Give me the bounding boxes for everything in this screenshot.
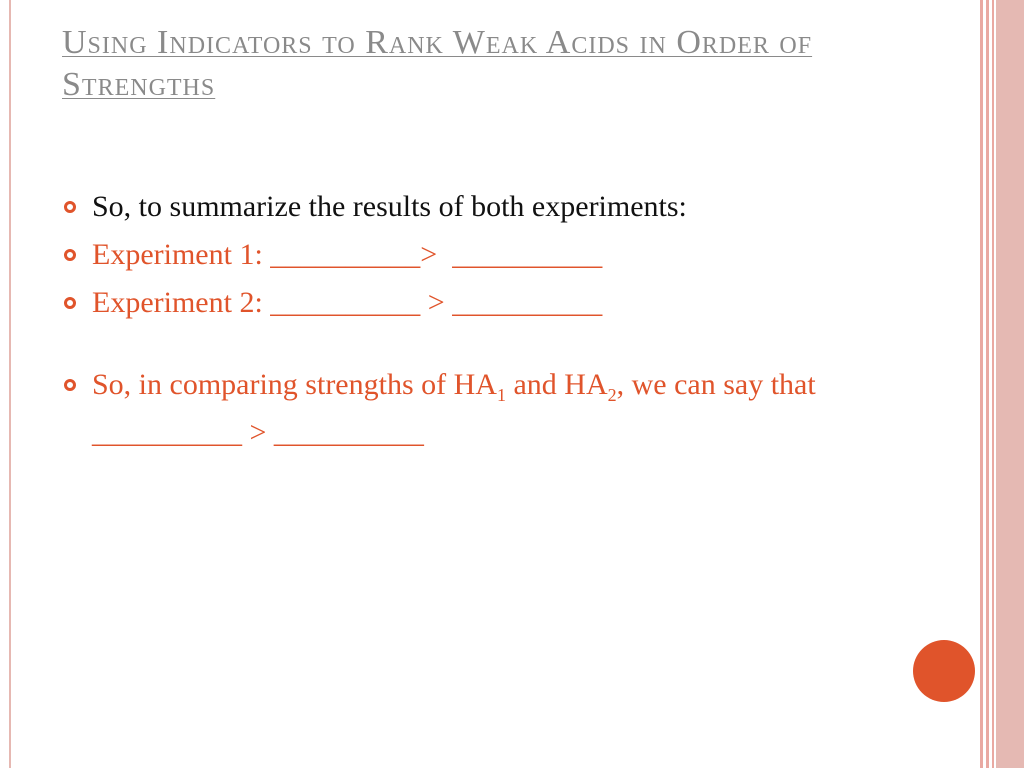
- subscript-1: 1: [496, 385, 506, 405]
- bullet-experiment-2: [64, 284, 944, 322]
- bullet-experiment-1: [64, 236, 944, 274]
- bullet-circle-icon: [64, 379, 76, 391]
- bullet-comparison: [64, 366, 944, 452]
- bullet-text: Experiment 2: __________ > __________: [92, 286, 603, 319]
- slide-title: Using Indicators to Rank Weak Acids in Order of Strengths: [62, 24, 813, 103]
- right-decorative-stripes: [980, 0, 1024, 768]
- bullet-text-part: and HA: [505, 368, 608, 401]
- bullet-text-part: So, in comparing strengths of HA: [92, 368, 497, 401]
- bullet-summary: [64, 188, 944, 226]
- bullet-text: Experiment 1: __________> __________: [92, 238, 603, 271]
- bullet-text: So, to summarize the results of both experiments:: [92, 190, 687, 223]
- left-border-line: [9, 0, 11, 768]
- bullet-circle-icon: [64, 297, 76, 309]
- decorative-circle: [913, 640, 975, 702]
- subscript-2: 2: [607, 385, 617, 405]
- bullet-circle-icon: [64, 201, 76, 213]
- bullet-circle-icon: [64, 249, 76, 261]
- bullet-list: [64, 188, 944, 462]
- bullet-text-part: , we can say that __________ > __________: [92, 368, 839, 449]
